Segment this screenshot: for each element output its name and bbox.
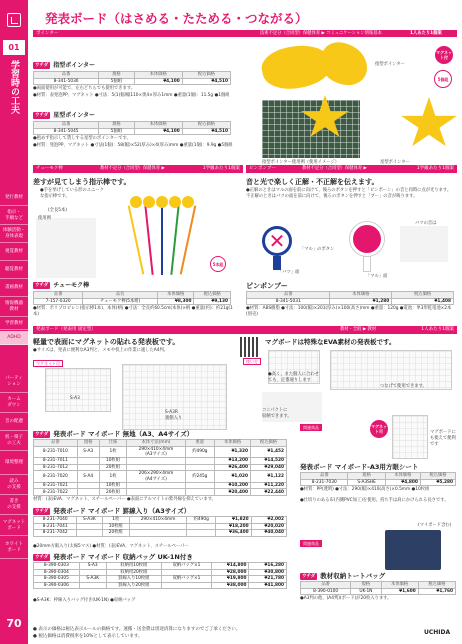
sidebar-item[interactable]: 視覚教材 (0, 244, 28, 261)
board-t3-table (33, 562, 287, 589)
magnet-badge: マグネット付 (435, 46, 453, 64)
sheet-name: 発表ボード マイボード-A3用方眼シート (300, 463, 419, 471)
page-title: 発表ボード（はさめる・たためる・つながる） (45, 11, 308, 26)
chumoku-stick (128, 206, 145, 275)
sidebar (0, 0, 28, 644)
finger-note: ●両面使用が可能で、左右どちらでも使用できます。 (33, 86, 136, 91)
section-number: 01 (3, 40, 25, 55)
magnet-tag: マグネット可 (33, 360, 63, 367)
sheet-magnet-badge: マグネット可 (370, 420, 388, 438)
pinpon-desc: ●正解のときはマルの面を前に向けて、後ろのボタンを押すと「ピンポーン」の音と同時に点が光ります。不正解のときはバツの面を前に向けて、後ろのボタンを押すと「ブー」の音が鳴ります。 (246, 188, 452, 199)
pointer-scope: 技術不足分（合同型）保健体育 ▶ コミュニケーション情報基本 (260, 31, 382, 36)
pinpon-scope: 教材不足分（合同型）保健体育 ▶ (302, 166, 367, 171)
book-icon (7, 13, 21, 27)
chumoku-stick (170, 205, 179, 275)
board-t1-heading: ウチダ 発表ボード マイボード 無地（A3、A4サイズ） (35, 430, 194, 438)
board-bar: 発表ボード（発表用 固定型） 1人あたり1個案 (33, 326, 457, 334)
chumoku-hand (130, 196, 142, 208)
chumoku-stick (161, 205, 163, 275)
pointer-bar-label: ポインター (36, 31, 59, 36)
pinpon-handle (273, 256, 281, 270)
sidebar-item[interactable]: 情報機器 教材 (0, 298, 28, 317)
sheet-note: ●材質：PP(透明) ●寸法：290(幅)×410(高さ)×0.5mm ●10枚組 (300, 487, 430, 492)
chumoku-usage-caption: 使用例 (38, 216, 51, 221)
board-headline: 軽量で表面にマグネットの貼れる発表板です。 (33, 338, 180, 346)
usage-caption: 指型ポインター使用例（使用イメージ） (262, 160, 340, 165)
bag-image (385, 530, 441, 570)
table-row: 8-231-7012 20枚組 ¥26,400 ¥29,040 (34, 464, 287, 471)
chumoku-stick (180, 206, 197, 275)
sidebar-item[interactable]: マグネット ボード (0, 516, 28, 536)
board-cap-d: コンパクトに 収納できます。 (262, 408, 292, 419)
pinpon-cap-o: 「マル」面 (366, 274, 388, 279)
sheet-related: 関連商品 (300, 424, 322, 431)
pointer-usage-photo (262, 100, 360, 158)
sidebar-item[interactable]: 学習教材 (0, 318, 28, 330)
table-row: 8-390-0306 罫線入り20枚組 ¥38,000 ¥41,800 (34, 582, 287, 589)
chumoku-stick (144, 205, 153, 275)
star-image-2 (400, 97, 458, 151)
board-t3-note: ●S-A3K：枠線入りバッグ付き(UK-1N) ●収納バッグ (33, 598, 136, 603)
board-cap-b: S-A3R 裏側入り (165, 410, 183, 421)
sidebar-item[interactable]: 発行教材 (0, 190, 28, 206)
star-spec: ●材質：発泡PP、マグネット ●寸法(1個)：58(幅)×52(厚み)×4(厚み)mm ●重量(1個)：9.9g ●5個組 (33, 143, 233, 148)
chumoku-scope: 教材不足分（合同型）保健体育 ▶ (100, 166, 165, 171)
star-note: ●抱めず指示して貸しする星型のポインターです。 (33, 136, 131, 141)
sheet-image (392, 415, 428, 459)
board-t1-note: 材質：(表)EVA、マグネット、スチールペーパー ●表面にアルマイトの紫外線を抑えています。 (33, 497, 216, 502)
pointer-unit: 1人あたり1個案 (410, 31, 442, 36)
table-row: 8-231-7042 20枚組 ¥36,400 ¥40,040 (34, 530, 287, 537)
pinpon-cap-x: 「バツ」面 (278, 270, 300, 275)
chumoku-hand (169, 196, 181, 208)
section-title: 学習時の工夫 (9, 60, 19, 114)
board-t3-heading: ウチダ 発表ボード マイボード 収納バッグ UK-1N付き (35, 553, 193, 561)
chumoku-hand (156, 196, 168, 208)
star-pointer-heading: ウチダ 星型ポインター (35, 112, 96, 119)
board-feature: マグボードは特殊なEVA素材の発表板です。 (265, 338, 396, 346)
sidebar-item[interactable]: 環境整理 (0, 452, 28, 475)
sidebar-item[interactable]: 机・椅子 の工夫 (0, 432, 28, 451)
chumoku-spec: ●材質：ポリプロピレン(指示棒1本)、本体(柄) ●寸法：全長約60.5cm(本体)×柄 ●重量(約)：約21g(1本) (33, 306, 233, 317)
board-t2-heading: ウチダ 発表ボード マイボード 罫線入り（A3サイズ） (35, 507, 191, 515)
finger-pointer-image-2 (315, 37, 374, 91)
table-row: 8-231-7041 10枚組 ¥18,200 ¥20,020 (34, 523, 287, 530)
table-row: 8-390-0303 S-A3 収納用10枚組 収納バッグ×1 ¥14,800 ¥16,280 (34, 563, 287, 570)
bag-tag: (マイボード含む) (418, 523, 452, 528)
table-row: 8-231-7022 20枚組 ¥20,400 ¥22,440 (34, 489, 287, 496)
chumoku-bar: チューモク棒 1学級あたり1個案 (33, 165, 243, 173)
pinpon-cap-button: 「マル」のボタン (300, 247, 335, 252)
board-scope: 教材・全般 ▶ 教材 (340, 327, 377, 332)
sidebar-item[interactable]: ADHD (0, 331, 28, 345)
board-feature-note: ●高く、また個人に合わせても、定番通りします (268, 372, 319, 383)
board-t2-table (33, 516, 287, 537)
star-pointer-table: 品番 規格 本体価格 税込価格 8-341-5045 5個組 ¥4,100 ¥4,510 (33, 121, 231, 135)
chumoku-heading: ウチダ チューモク棒 (35, 282, 90, 289)
footer (33, 627, 240, 641)
table-row: 8-231-7040 S-A3K 1枚 290×410×4mm 約490g ¥1,820 ¥2,002 (34, 517, 287, 524)
finger-pointer-table: 品番 規格 本体価格 税込価格 8-341-5030 5個組 ¥4,100 ¥4,510 (33, 71, 231, 85)
qr-label: 使い方 (243, 358, 261, 365)
finger-spec: ●材質：表発泡PP、マグネット ●寸法：5(1)個/幅110×奥4×厚み1mm ●重量(1個)：11.5g ●1個組 (33, 93, 230, 98)
sidebar-item[interactable]: 書画教材 (0, 280, 28, 297)
finger-caption: 指型ポインター (375, 62, 405, 67)
chumoku-hand (182, 196, 194, 208)
pinpon-cap-sound: バツの音は (415, 221, 437, 226)
table-row: 8-390-0304 収納用20枚組 ¥28,000 ¥30,800 (34, 569, 287, 576)
qr-code[interactable] (240, 337, 260, 357)
sidebar-item[interactable]: 体験活動・ 身体表現 (0, 226, 28, 243)
board-t2-note: ●20mm方眼入り(太線5マス) ●材質：(表)EVA、マグネット、スチールペーパー (33, 544, 189, 549)
chumoku-headline: 差すが見てしまう指示棒です。 (33, 178, 131, 186)
table-row: 8-231-7020 S-A4 1枚 206×290×4mm (A4サイズ) 約245g ¥1,020 ¥1,122 (34, 471, 287, 483)
page-number: 70 (6, 617, 22, 630)
chumoku-hand (143, 196, 155, 208)
pinpon-bar: ピンポンブー 1学級あたり1個案 (246, 165, 457, 173)
bag-heading: ウチダ 教材収納トートバッグ (302, 572, 386, 580)
footer-line-1: ● 表示の価格は税込表示ルールの価格です。運搬・送金費は別途清算になりますのでご了承ください。 (33, 627, 241, 632)
chumoku-sub: ●手を挙げしている形のユニークな指示棒です。 (40, 188, 104, 199)
pinpon-table: 品番 本体価格 税込価格 8-341-5031 ¥1,280 ¥1,408 (246, 291, 454, 305)
board-sub: ●サイズは、発表に便利なA3判と、メモや机上の作業に適したA4判。 (33, 348, 169, 353)
pinpon-x-face: ✕ (262, 226, 292, 256)
pinpon-name: ピンポンブー (246, 282, 288, 290)
pinpon-button-photo (400, 226, 448, 262)
board-t1-table: 品番 規格 仕様 本体寸法(mm) 重量 本体価格 税込価格 8-231-7010 S-A3 1枚 290×410×4mm (A3サイズ) 約490g ¥1,320 ¥1,452 8-231-7011 10枚組 ¥13,200 ¥14,520 8-231-7012 20枚組 ¥26,400 ¥29,040 8-231-7020 S-A4 1枚 206×290×4mm (A4サイズ) 約245g ¥1,020 ¥1,122 8-231-7021 10枚組 ¥10,200 ¥11,220 8-231-7022 20枚組 ¥20,400 ¥22,440 (33, 439, 287, 496)
chumoku-table: 品番 品名 本体価格 税込価格 7-157-0320 チューモク棒(5本組) ¥8,300 ¥9,130 (33, 291, 231, 305)
bag-desc: ●仕切りのある布(内側PVC加工)を使用。持ち手は肩にかけられる長さです。 (300, 498, 449, 503)
five-sticks-badge: 5本組 (210, 256, 226, 272)
sidebar-item[interactable]: パーティ ション (0, 372, 28, 393)
pinpon-handle-2 (363, 256, 371, 272)
brand-logo: UCHIDA (424, 629, 451, 636)
sidebar-item[interactable]: 書き の支援 (0, 496, 28, 515)
sidebar-item[interactable]: ホワイト ボード (0, 537, 28, 559)
table-row: 8-231-7021 10枚組 ¥10,200 ¥11,220 (34, 482, 287, 489)
bag-table: 品番 規格 本体価格 税込価格 8-390-0100 UK-1N ¥1,600 ¥1,760 (300, 581, 456, 595)
footer-line-2: ● 税込価格は消費税率を10%として表示しています。 (33, 633, 143, 639)
sidebar-item[interactable]: カーム ダウン (0, 394, 28, 413)
table-row: 8-231-7011 10枚組 ¥13,200 ¥14,520 (34, 458, 287, 465)
sidebar-item[interactable]: 聴覚教材 (0, 262, 28, 279)
sidebar-item[interactable]: 指示・ 手順など (0, 207, 28, 225)
board-cap-a: S-A3 (70, 396, 80, 401)
table-row: 8-390-0305 S-A3K 罫線入り10枚組 収納バッグ×1 ¥19,800 ¥21,780 (34, 576, 287, 583)
chumoku-usage-photo (36, 218, 96, 278)
five-pack-badge: 5個組 (434, 70, 452, 88)
sidebar-item[interactable]: 読み の支援 (0, 476, 28, 495)
table-row: 8-231-7010 S-A3 1枚 290×410×4mm (A3サイズ) 約490g ¥1,320 ¥1,452 (34, 446, 287, 458)
title-bar (33, 30, 457, 37)
bag-related: 関連商品 (300, 540, 322, 547)
sidebar-item[interactable]: 音の配慮 (0, 414, 28, 431)
pinpon-o-face (350, 222, 384, 256)
star-caption: 星型ポインター (380, 160, 410, 165)
bag-note: ●A3判の他、(A4判)(ボード)が20枚入ります。 (300, 596, 392, 601)
chumoku-size: (全長5本) (48, 208, 67, 213)
board-a4-image (45, 368, 111, 412)
pinpon-spec: ●材質：ABS樹脂 ●寸法：100(幅)×201(厚み)×100(高さ)mm ●重量：120g ●電池：単3形乾電池×2本(別売) (246, 306, 452, 317)
board-cap-c: つなげて使用できます。 (380, 384, 427, 389)
finger-pointer-heading: ウチダ 指型ポインター (35, 62, 96, 69)
sheet-table: 品番 規格 本体価格 税込価格 8-231-7030 S-A3SHE ¥4,800 ¥5,280 (300, 472, 456, 486)
sheet-caption: マグボードにも使えて便利です (430, 430, 456, 447)
pinpon-headline: 音と光で楽しく正解・不正解を伝えます。 (246, 178, 379, 186)
